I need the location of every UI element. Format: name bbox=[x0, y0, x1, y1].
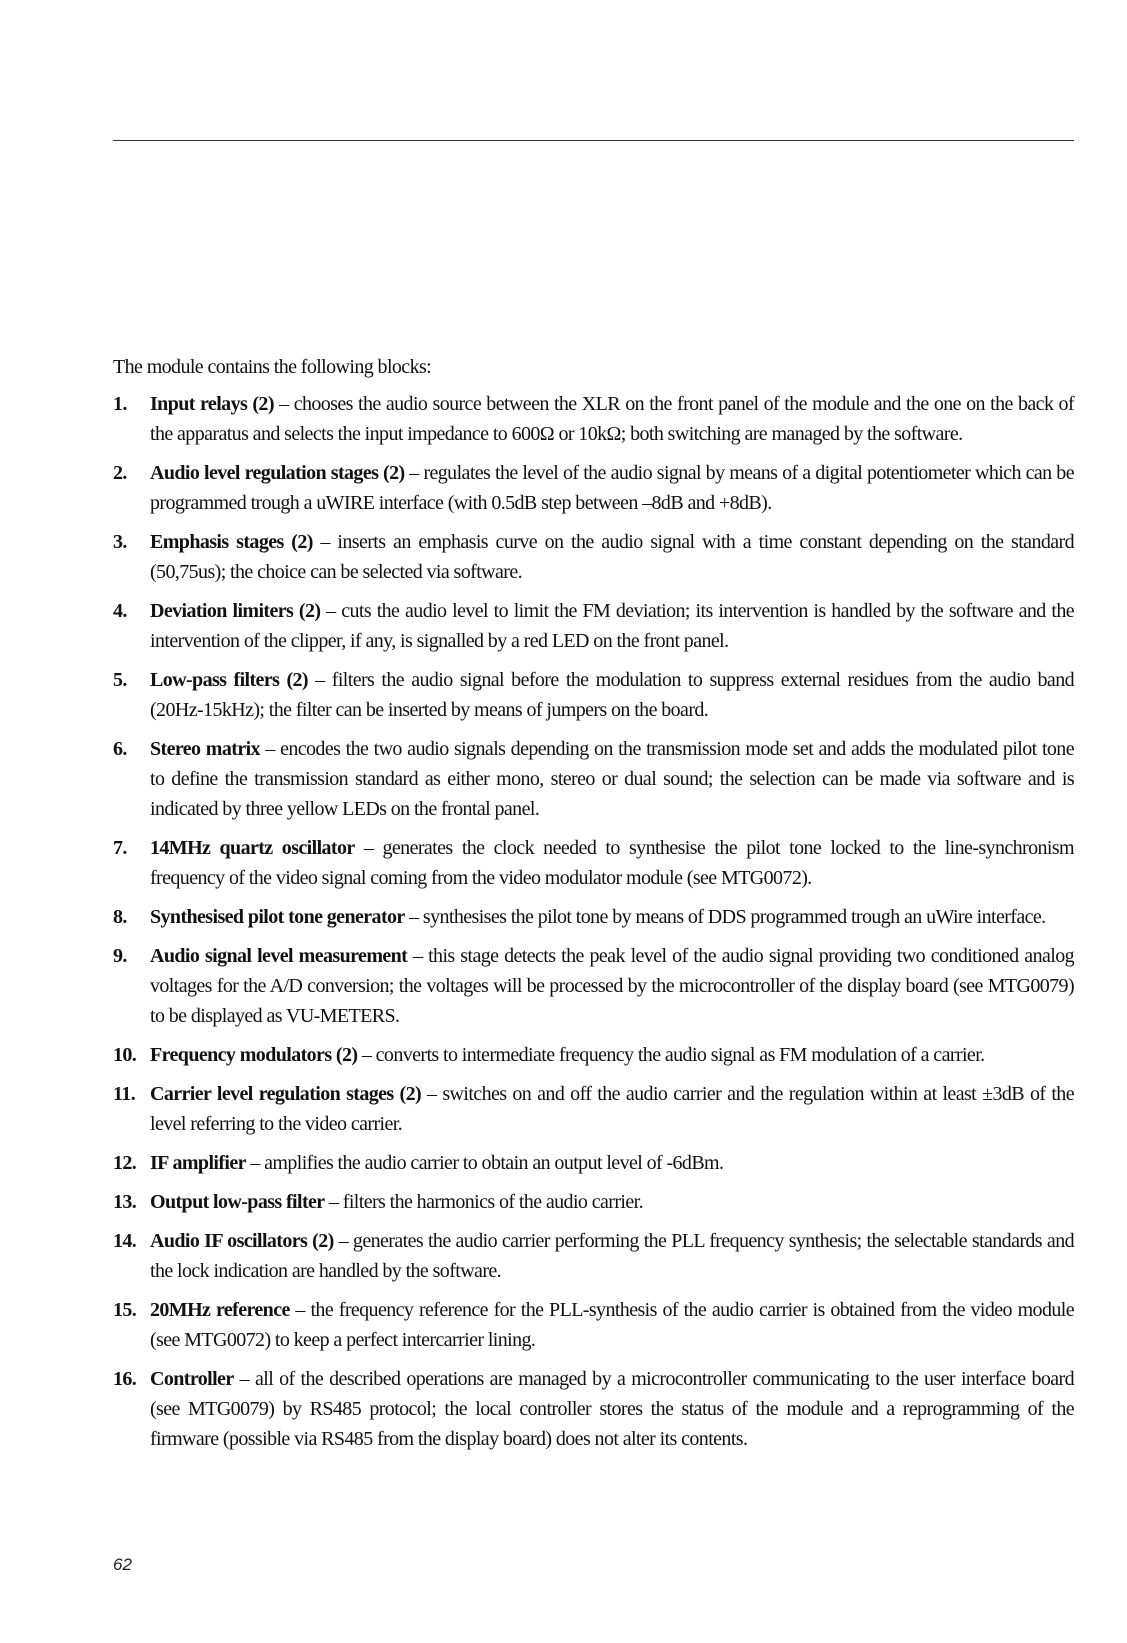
item-number: 8. bbox=[113, 906, 127, 928]
item-number: 14. bbox=[113, 1230, 137, 1252]
list-item bbox=[113, 1226, 1074, 1286]
list-item bbox=[113, 1148, 1074, 1178]
list-item bbox=[113, 1040, 1074, 1070]
item-term: Frequency modulators (2) bbox=[150, 1044, 358, 1066]
item-term: Audio signal level measurement bbox=[150, 945, 408, 967]
item-description: – filters the harmonics of the audio carrier. bbox=[324, 1191, 643, 1213]
list-item bbox=[113, 665, 1074, 725]
item-number: 9. bbox=[113, 945, 127, 967]
list-item bbox=[113, 527, 1074, 587]
item-description: – amplifies the audio carrier to obtain an output level of -6dBm. bbox=[245, 1152, 724, 1174]
blocks-list bbox=[113, 389, 1074, 1463]
item-term: Emphasis stages (2) bbox=[150, 531, 313, 553]
page-number: 62 bbox=[113, 1555, 132, 1574]
list-item bbox=[113, 941, 1074, 1031]
item-term: Carrier level regulation stages (2) bbox=[150, 1083, 422, 1105]
item-number: 12. bbox=[113, 1152, 137, 1174]
item-description: – filters the audio signal before the modulation to suppress external residues from the audio band (20Hz-15kHz); the filter can be inserted by means of jumpers on the board. bbox=[150, 669, 1074, 721]
item-term: 20MHz reference bbox=[150, 1299, 290, 1321]
list-item bbox=[113, 389, 1074, 449]
item-term: Audio level regulation stages (2) bbox=[150, 462, 405, 484]
item-number: 2. bbox=[113, 462, 127, 484]
item-description: – regulates the level of the audio signal by means of a digital potentiometer which can be programmed trough a uWIRE interface (with 0.5dB step between –8dB and +8dB). bbox=[150, 462, 1074, 514]
item-term: IF amplifier bbox=[150, 1152, 246, 1174]
item-term: Low-pass filters (2) bbox=[150, 669, 308, 691]
list-item bbox=[113, 596, 1074, 656]
item-description: – converts to intermediate frequency the audio signal as FM modulation of a carrier. bbox=[357, 1044, 985, 1066]
intro-text: The module contains the following blocks: bbox=[113, 356, 432, 378]
item-number: 11. bbox=[113, 1083, 136, 1105]
list-item bbox=[113, 458, 1074, 518]
item-term: Output low-pass filter bbox=[150, 1191, 325, 1213]
item-description: – synthesises the pilot tone by means of DDS programmed trough an uWire interface. bbox=[404, 906, 1046, 928]
item-term: Input relays (2) bbox=[150, 393, 274, 415]
item-description: – encodes the two audio signals depending on the transmission mode set and adds the modulated pilot tone to define the transmission standard as either mono, stereo or dual sound; the selection can be made via software and is indicated by three yellow LEDs on the frontal panel. bbox=[150, 738, 1074, 820]
item-term: Controller bbox=[150, 1368, 234, 1390]
item-term: 14MHz quartz oscillator bbox=[150, 837, 355, 859]
item-number: 5. bbox=[113, 669, 127, 691]
item-description: – switches on and off the audio carrier and the regulation within at least ±3dB of the level referring to the video carrier. bbox=[150, 1083, 1074, 1135]
item-number: 1. bbox=[113, 393, 127, 415]
list-item bbox=[113, 1187, 1074, 1217]
item-number: 3. bbox=[113, 531, 127, 553]
item-description: – generates the clock needed to synthesise the pilot tone locked to the line-synchronism frequency of the video signal coming from the video modulator module (see MTG0072). bbox=[150, 837, 1074, 889]
item-description: – cuts the audio level to limit the FM deviation; its intervention is handled by the software and the intervention of the clipper, if any, is signalled by a red LED on the front panel. bbox=[150, 600, 1074, 652]
item-number: 7. bbox=[113, 837, 127, 859]
item-description: – the frequency reference for the PLL-synthesis of the audio carrier is obtained from the video module (see MTG0072) to keep a perfect intercarrier lining. bbox=[150, 1299, 1074, 1351]
item-number: 4. bbox=[113, 600, 127, 622]
header-rule bbox=[113, 140, 1074, 141]
list-item bbox=[113, 734, 1074, 824]
list-item bbox=[113, 833, 1074, 893]
item-description: – generates the audio carrier performing the PLL frequency synthesis; the selectable standards and the lock indication are handled by the software. bbox=[150, 1230, 1074, 1282]
item-number: 16. bbox=[113, 1368, 137, 1390]
item-number: 6. bbox=[113, 738, 127, 760]
item-term: Stereo matrix bbox=[150, 738, 260, 760]
item-number: 13. bbox=[113, 1191, 137, 1213]
item-description: – all of the described operations are managed by a microcontroller communicating to the user interface board (see MTG0079) by RS485 protocol; the local controller stores the status of the module and a reprogramming of the firmware (possible via RS485 from the display board) does not alter its contents. bbox=[150, 1368, 1074, 1450]
list-item bbox=[113, 902, 1074, 932]
item-term: Synthesised pilot tone generator bbox=[150, 906, 405, 928]
list-item bbox=[113, 1079, 1074, 1139]
list-item bbox=[113, 1364, 1074, 1454]
list-item bbox=[113, 1295, 1074, 1355]
item-number: 15. bbox=[113, 1299, 137, 1321]
item-term: Audio IF oscillators (2) bbox=[150, 1230, 334, 1252]
item-description: – inserts an emphasis curve on the audio signal with a time constant depending on the standard (50,75us); the choice can be selected via software. bbox=[150, 531, 1074, 583]
item-number: 10. bbox=[113, 1044, 137, 1066]
item-description: – this stage detects the peak level of the audio signal providing two conditioned analog voltages for the A/D conversion; the voltages will be processed by the microcontroller of the display board (see MTG0079) to be displayed as VU-METERS. bbox=[150, 945, 1074, 1027]
item-description: – chooses the audio source between the XLR on the front panel of the module and the one on the back of the apparatus and selects the input impedance to 600Ω or 10kΩ; both switching are managed by the software. bbox=[150, 393, 1075, 445]
item-term: Deviation limiters (2) bbox=[150, 600, 321, 622]
